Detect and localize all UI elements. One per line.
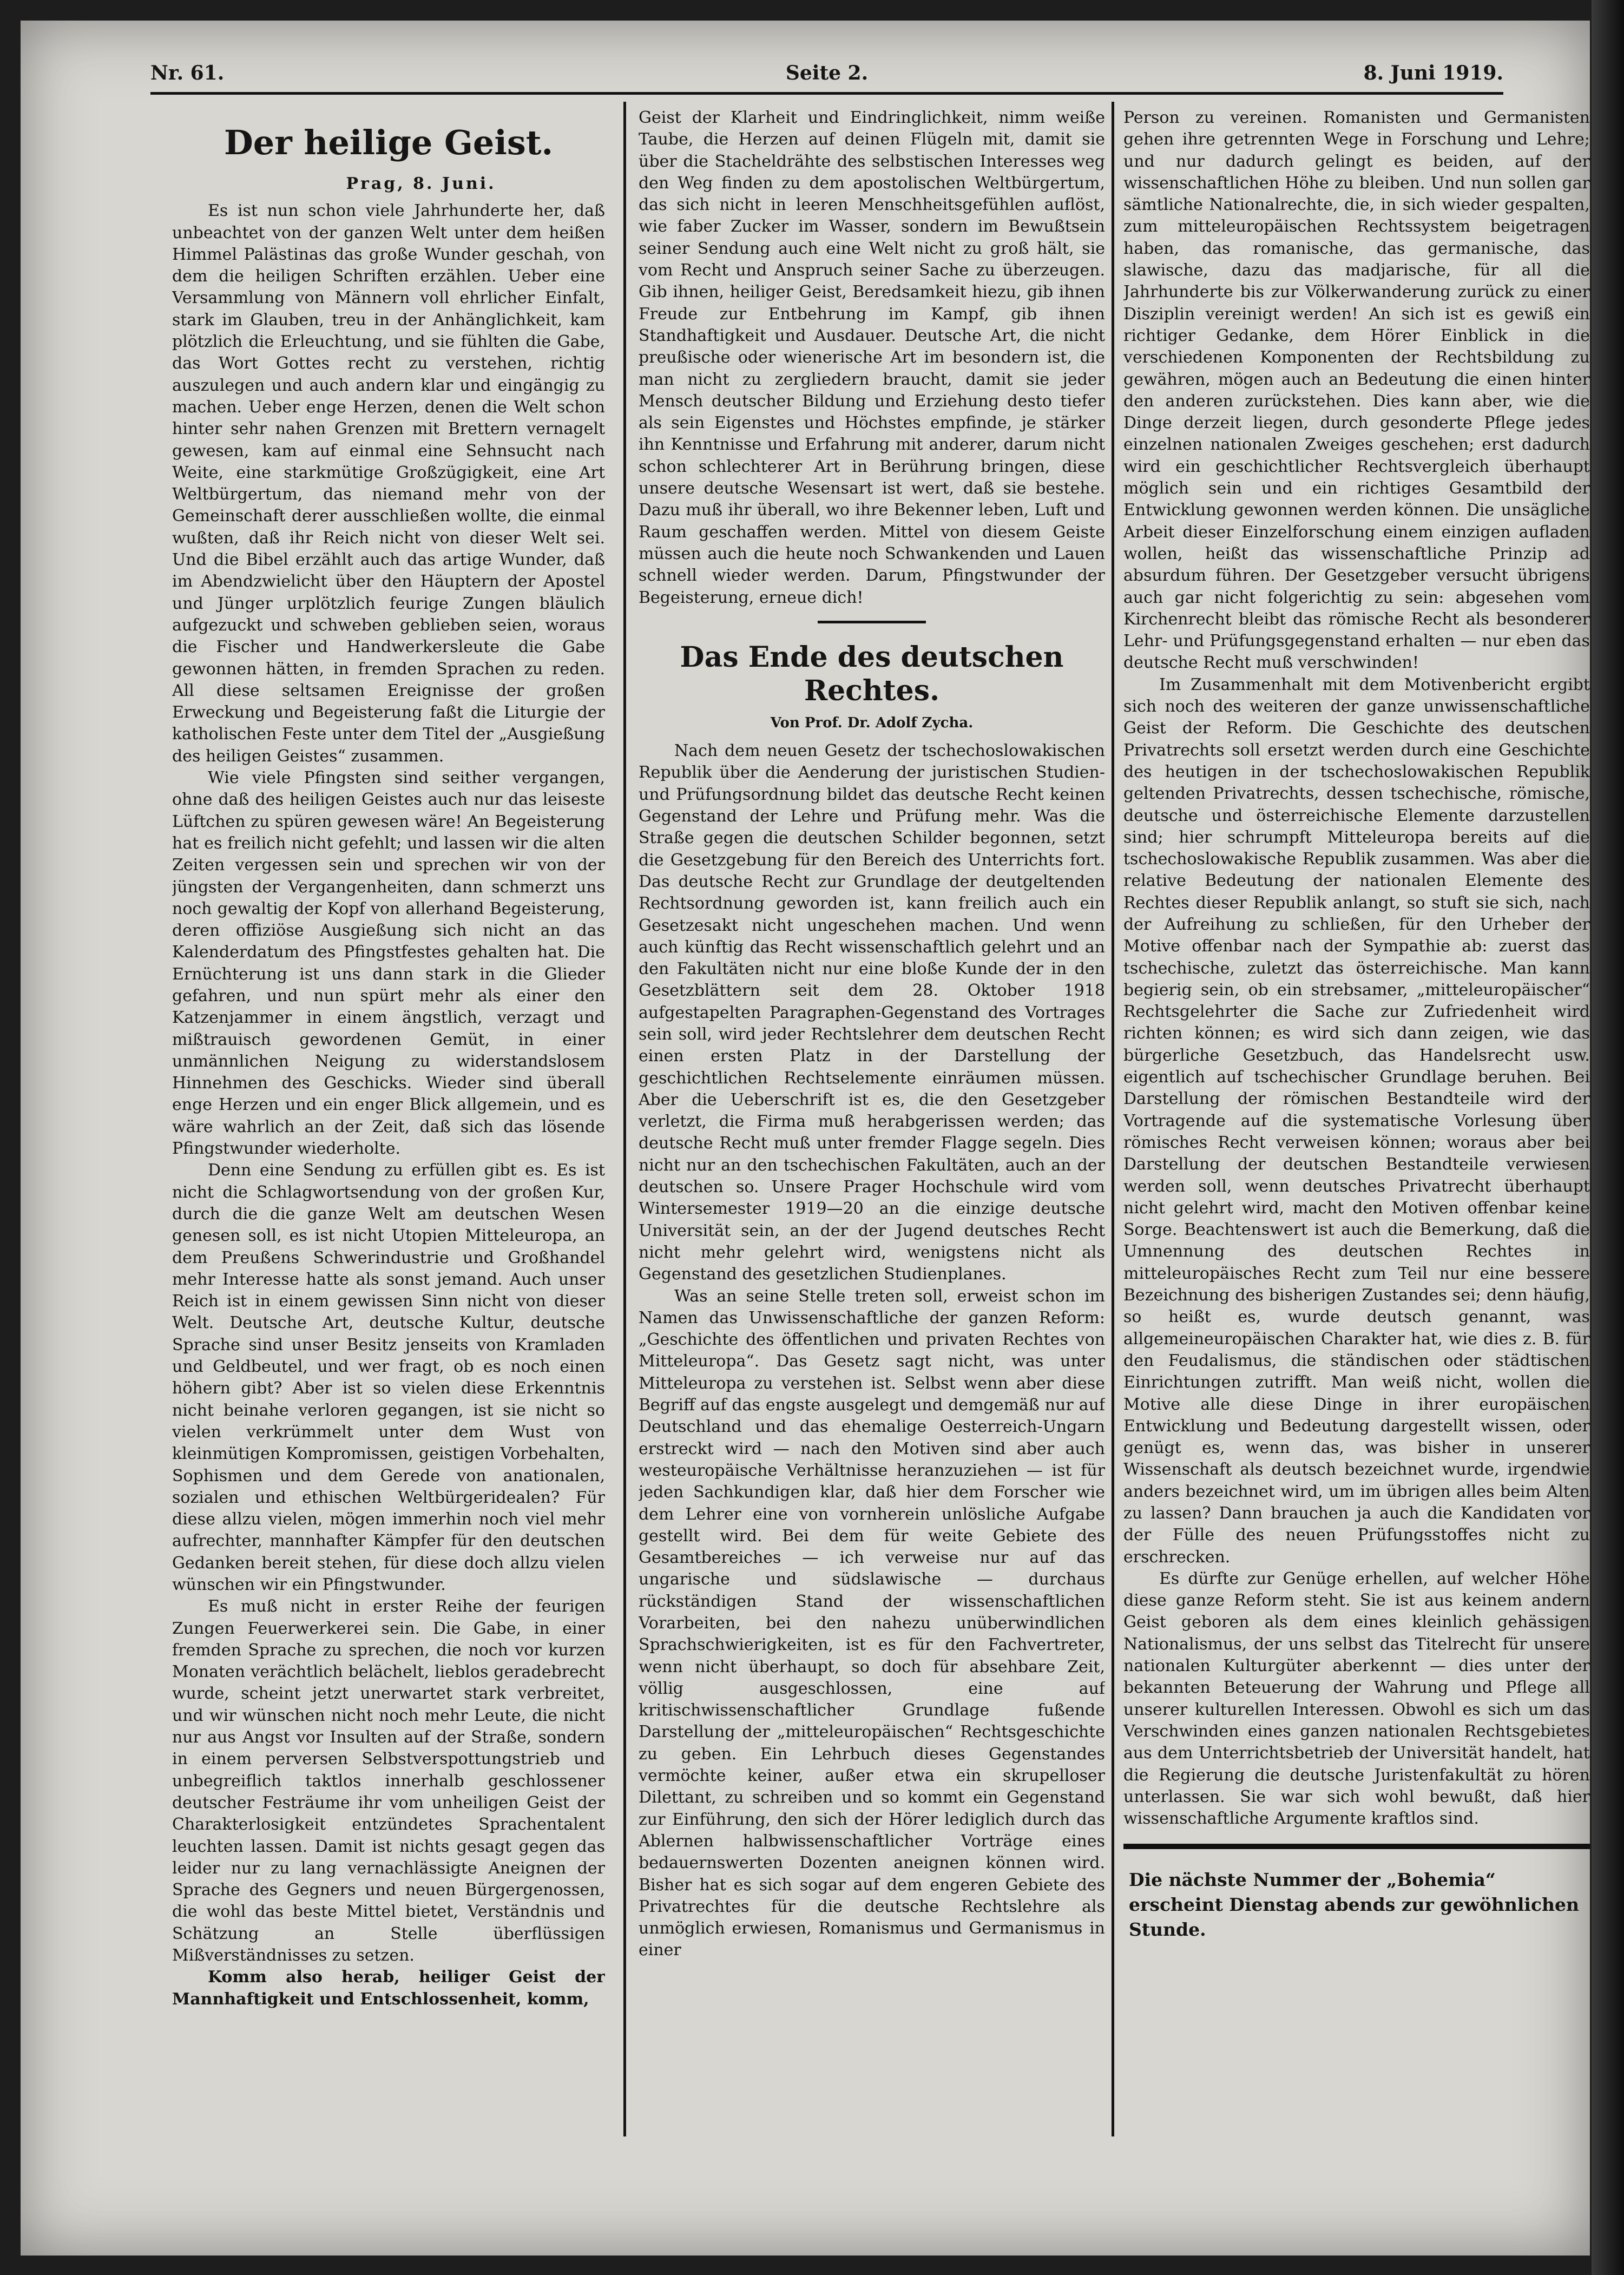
dateline: Prag, 8. Juni. [346,174,496,193]
newspaper-page [21,21,1590,2256]
paragraph: Wie viele Pfingsten sind seither vergangen, ohne daß des heiligen Geistes auch nur das leiseste Lüftchen zu spüren gewesen wäre! An Begeisterung hat es freilich nicht gefehlt; und lassen wir die alten Zeiten vergessen sein und sprechen wir von der jüngsten der Vergangenheiten, dann schmerzt uns noch gewaltig der Kopf von allerhand Begeisterung, deren offiziöse Ausgießung sich nicht an das Kalenderdatum des Pfingstfestes gehalten hat. Die Ernüchterung ist uns dann stark in die Glieder gefahren, und nun spürt mehr als einer den Katzenjammer in einem ängstlich, verzagt und mißtrauisch gewordenen Gemüt, in einer unmännlichen Neigung zu widerstandslosem Hinnehmen des Geschicks. Wieder sind überall enge Herzen und ein enger Blick allgemein, und es wäre wahrlich an der Zeit, daß sich das lösende Pfingstwunder wiederholte. [172,768,605,1159]
paragraph: Es dürfte zur Genüge erhellen, auf welcher Höhe diese ganze Reform steht. Sie ist aus keinem andern Geist geboren als dem eines kleinlich gehässigen Nationalismus, der uns selbst das Titelrecht für unsere nationalen Kulturgüter aberkennt — dies unter der bekannten Beteuerung der Wahrung und Pflege all unserer kulturellen Interessen. Obwohl es sich um das Verschwinden eines ganzen nationalen Rechtsgebietes aus dem Unterrichtsbetrieb der Universität handelt, hat die Regierung die deutsche Juristenfakultät zu hören unterlassen. Sie war sich wohl bewußt, daß hier wissenschaftliche Argumente kraftlos sind. [1123,1569,1590,1829]
paragraph: Es ist nun schon viele Jahrhunderte her, daß unbeachtet von der ganzen Welt unter dem heißen Himmel Palästinas das große Wunder geschah, von dem die heiligen Schriften erzählen. Ueber eine Versammlung von Männern voll ehrlicher Einfalt, stark im Glauben, treu in der Anhänglichkeit, kam plötzlich die Erleuchtung, und sie fühlten die Gabe, das Wort Gottes recht zu verstehen, richtig auszulegen und auch andern klar und eingängig zu machen. Ueber enge Herzen, denen die Welt schon hinter sehr nahen Grenzen mit Brettern vernagelt gewesen, kam auf einmal eine Sehnsucht nach Weite, eine starkmütige Großzügigkeit, eine Art Weltbürgertum, das niemand mehr von der Gemeinschaft derer ausschließen wollte, die einmal wußten, daß ihr Reich nicht von dieser Welt sei. Und die Bibel erzählt auch das artige Wunder, daß im Abendzwielicht über den Häuptern der Apostel und Jünger urplötzlich feurige Zungen bläulich aufgezuckt und schweben geblieben seien, woraus die Fischer und Handwerkersleute die Gabe gewonnen hätten, in fremden Sprachen zu reden. All diese seltsamen Ereignisse der großen Erweckung und Begeisterung faßt die Liturgie der katholischen Feste unter dem Titel der „Ausgießung des heiligen Geistes“ zusammen. [172,201,605,766]
article-title-ende-des-deutschen-rechtes: Das Ende des deutschen Rechtes. [680,640,1064,707]
column-rule-1 [623,102,626,2136]
paragraph: Denn eine Sendung zu erfüllen gibt es. Es ist nicht die Schlagwortsendung von der großen Kur, durch die die ganze Welt am deutschen Wesen genesen soll, es ist nicht Utopien Mitteleuropa, an dem Preußens Schwerindustrie und Großhandel mehr Interesse hatte als sonst jemand. Auch unser Reich ist in einem gewissen Sinn nicht von dieser Welt. Deutsche Art, deutsche Kultur, deutsche Sprache sind unser Besitz jenseits von Kramladen und Geldbeutel, und wer fragt, ob es noch einen höhern gibt? Aber ist so vielen diese Erkenntnis nicht beinahe verloren gegangen, ist sie nicht so vielen verkrümmelt unter dem Wust von kleinmütigen Kompromissen, geistigen Vorbehalten, Sophismen und dem Gerede von anationalen, sozialen und ethischen Weltbürgeridealen? Für diese allzu vielen, mögen immerhin noch viel mehr aufrechter, mannhafter Kämpfer für den deutschen Gedanken bereit stehen, für diese doch allzu vielen wünschen wir ein Pfingstwunder. [172,1161,605,1594]
column-1 [172,107,605,2120]
paragraph: Es muß nicht in erster Reihe der feurigen Zungen Feuerwerkerei sein. Die Gabe, in einer fremden Sprache zu sprechen, die noch vor kurzen Monaten verächtlich belächelt, lieblos geradebrecht wurde, scheint jetzt unerwartet stark verbreitet, und wir wünschen nicht noch mehr Leute, die nicht nur aus Angst vor Insulten auf der Straße, sondern in einem perversen Selbstverspottungstrieb und unbegreiflich taktlos innerhalb geschlossener deutscher Festräume ihr vom unheiligen Geist der Charakterlosigkeit entzündetes Sprachentalent leuchten lassen. Damit ist nichts gesagt gegen das leider nur zu lang vernachlässigte Aneignen der Sprache des Gegners und neuen Bürgergenossen, die wohl das beste Mittel bietet, Verständnis und Schätzung an Stelle überflüssigen Mißverständnisses zu setzen. [172,1597,605,1965]
issue-date: 8. Juni 1919. [1363,62,1503,84]
paragraph: Komm also herab, heiliger Geist der Mannhaftigkeit und Entschlossenheit, komm, [172,1968,605,2009]
article-separator [818,621,926,623]
byline: Von Prof. Dr. Adolf Zycha. [770,714,974,731]
paragraph-continued: Geist der Klarheit und Eindringlichkeit, nimm weiße Taube, die Herzen auf deinen Flügeln mit, damit sie über die Stacheldrähte des selbstischen Interesses weg den Weg finden zu dem apostolischen Weltbürgertum, das sich nicht in leeren Menschheitsgefühlen auflöst, wie faber Zucker im Wasser, sondern im Bewußtsein seiner Sendung auch eine Welt nicht zu groß hält, sie vom Recht und Anspruch seiner Sache zu überzeugen. Gib ihnen, heiliger Geist, Beredsamkeit hiezu, gib ihnen Freude zur Entbehrung im Kampf, gib ihnen Standhaftigkeit und Ausdauer. Deutsche Art, die nicht preußische oder wienerische Art im besondern ist, die man nicht zu zergliedern braucht, damit sie jeder Mensch deutscher Bildung und Erziehung desto tiefer als sein Eigenstes und Höchstes empfinde, je stärker ihn Kenntnisse und Erfahrung mit anderer, darum nicht schon schlechterer Art in Berührung bringen, diese unsere deutsche Wesensart ist wert, daß sie bestehe. Dazu muß ihr überall, wo ihre Bekenner leben, Luft und Raum geschaffen werden. Mittel von diesem Geiste müssen auch die heute noch Schwankenden und Lauen schnell wieder werden. Darum, Pfingstwunder der Begeisterung, erneue dich! [639,108,1105,607]
notice-rule [1123,1844,1590,1849]
column-3 [1123,107,1590,2120]
column-rule-2 [1112,102,1114,2136]
paragraph: Nach dem neuen Gesetz der tschechoslowakischen Republik über die Aenderung der juristischen Studien- und Prüfungsordnung bildet das deutsche Recht keinen Gegenstand der Lehre und Prüfung mehr. Was die Straße gegen die deutschen Schilder begonnen, setzt die Gesetzgebung für den Bereich des Unterrichts fort. Das deutsche Recht zur Grundlage der deutgeltenden Rechtsordnung geworden ist, kann freilich auch ein Gesetzesakt nicht ungeschehen machen. Und wenn auch künftig das Recht wissenschaftlich gelehrt und an den Fakultäten nicht nur eine bloße Kunde der in den Gesetzblättern seit dem 28. Oktober 1918 aufgestapelten Paragraphen-Gegenstand des Vortrages sein soll, wird jeder Rechtslehrer dem deutschen Recht einen ersten Platz in der Darstellung der geschichtlichen Rechtselemente einräumen müssen. Aber die Ueberschrift ist es, die den Gesetzgeber verletzt, die Firma muß herabgerissen werden; das deutsche Recht muß unter fremder Flagge segeln. Dies nicht nur an den tschechischen Fakultäten, auch an der deutschen so. Unsere Prager Hochschule wird vom Wintersemester 1919—20 an die einzige deutsche Universität sein, an der der Jugend deutsches Recht nicht mehr gelehrt wird, wenigstens nicht als Gegenstand des gesetzlichen Studienplanes. [639,741,1105,1284]
paragraph: Im Zusammenhalt mit dem Motivenbericht ergibt sich noch des weiteren der ganze unwissenschaftliche Geist der Reform. Die Geschichte des deutschen Privatrechts soll ersetzt werden durch eine Geschichte des heutigen in der tschechoslowakischen Republik geltenden Privatrechts, dessen tschechische, römische, deutsche und österreichische Elemente darzustellen sind; hier schrumpft Mitteleuropa bereits auf die tschechoslowakische Republik zusammen. Was aber die relative Bedeutung der nationalen Elemente des Rechtes dieser Republik anlangt, so stuft sie sich, nach der Aufreihung zu schließen, für den Urheber der Motive offenbar nach der Sympathie ab: zuerst das tschechische, zuletzt das österreichische. Man kann begierig sein, ob ein strebsamer, „mitteleuropäischer“ Rechtsgelehrter die Sache zur Zufriedenheit wird richten können; es wird sich dann zeigen, wie das bürgerliche Gesetzbuch, das Handelsrecht usw. eigentlich auf tschechischer Grundlage beruhen. Bei Darstellung der römischen Bestandteile wird der Vortragende auf die systematische Vorlesung über römisches Recht verweisen können; woraus aber bei Darstellung der deutschen Bestandteile verwiesen werden soll, wenn deutsches Privatrecht überhaupt nicht gelehrt wird, macht den Motiven offenbar keine Sorge. Beachtenswert ist auch die Bemerkung, daß die Umnennung des deutschen Rechtes in mitteleuropäisches Recht zum Teil nur eine bessere Bezeichnung des bisherigen Zustandes sei; denn häufig, so heißt es, wurde deutsch genannt, was allgemeineuropäischen Charakter hat, wie dies z. B. für den Feudalismus, die ständischen oder städtischen Einrichtungen zutrifft. Man weiß nicht, wollen die Motive alle diese Dinge in ihrer europäischen Entwicklung und Bedeutung dargestellt wissen, oder genügt es, wenn das, was bisher in unserer Wissenschaft als deutsch bezeichnet wurde, irgendwie anders bezeichnet wird, um im übrigen alles beim Alten zu lassen? Dann brauchen ja auch die Kandidaten vor der Fülle des neuen Prüfungsstoffes nicht zu erschrecken. [1123,675,1590,1567]
issue-number: Nr. 61. [150,62,225,84]
article-title-heiliger-geist: Der heilige Geist. [223,123,554,162]
paragraph: Was an seine Stelle treten soll, erweist schon im Namen das Unwissenschaftliche der ganzen Reform: „Geschichte des öffentlichen und privaten Rechtes von Mitteleuropa“. Das Gesetz sagt nicht, was unter Mitteleuropa zu verstehen ist. Selbst wenn aber diese Begriff auf das engste ausgelegt und demgemäß nur auf Deutschland und das ehemalige Oesterreich-Ungarn erstreckt wird — nach den Motiven sind aber auch westeuropäische Verhältnisse heranzuziehen — ist für jeden Sachkundigen klar, daß hier dem Forscher wie dem Lehrer eine von vornherein unlösliche Aufgabe gestellt wird. Bei dem für weite Gebiete des Gesamtbereiches — ich verweise nur auf das ungarische und südslawische — durchaus rückständigen Stand der wissenschaftlichen Vorarbeiten, bei den nahezu unüberwindlichen Sprachschwierigkeiten, ist es für den Fachvertreter, wenn nicht überhaupt, so doch für absehbare Zeit, völlig ausgeschlossen, eine auf kritischwissenschaftlicher Grundlage fußende Darstellung der „mitteleuropäischen“ Rechtsgeschichte zu geben. Ein Lehrbuch dieses Gegenstandes vermöchte keiner, außer etwa ein skrupelloser Dilettant, zu schreiben und so kommt ein Gegenstand zur Einführung, den sich der Hörer lediglich durch das Ablernen halbwissenschaftlicher Vorträge eines bedauernswerten Dozenten aneignen können wird. Bisher hat es sich sogar auf dem engeren Gebiete des Privatrechtes für die deutsche Rechtslehre als unmöglich erwiesen, Romanismus und Germanismus in einer [639,1286,1105,1960]
page-number: Seite 2. [785,62,869,84]
binding-edge [1592,0,1624,2275]
page-header [150,54,1503,95]
column-2 [639,107,1105,2120]
next-issue-notice: Die nächste Nummer der „Bohemia“ erscheint Dienstag abends zur gewöhnlichen Stunde. [1129,1869,1580,1941]
paragraph-continued: Person zu vereinen. Romanisten und Germanisten gehen ihre getrennten Wege in Forschung und Lehre; und nur dadurch gelingt es beiden, auf der wissenschaftlichen Höhe zu bleiben. Und nun sollen gar sämtliche Nationalrechte, die, in sich wieder gespalten, zum mitteleuropäischen Rechtssystem beigetragen haben, das romanische, das germanische, das slawische, dazu das madjarische, für all die Jahrhunderte bis zur Völkerwanderung zurück zu einer Disziplin vereinigt werden! An sich ist es gewiß ein richtiger Gedanke, dem Hörer Einblick in die verschiedenen Komponenten der Rechtsbildung zu gewähren, mögen auch an Bedeutung die einen hinter den anderen zurückstehen. Dies kann aber, wie die Dinge derzeit liegen, durch gesonderte Pflege jedes einzelnen nationalen Zweiges geschehen; erst dadurch wird ein geschichtlicher Rechtsvergleich überhaupt möglich sein und ein richtiges Gesamtbild der Entwicklung gewonnen werden können. Die unsägliche Arbeit dieser Einzelforschung einem einzigen aufladen wollen, heißt das wissenschaftliche Prinzip ad absurdum führen. Der Gesetzgeber versucht übrigens auch gar nicht folgerichtig zu sein: abgesehen vom Kirchenrecht bleibt das römische Recht als besonderer Lehr- und Prüfungsgegenstand erhalten — nur eben das deutsche Recht muß verschwinden! [1123,108,1590,673]
